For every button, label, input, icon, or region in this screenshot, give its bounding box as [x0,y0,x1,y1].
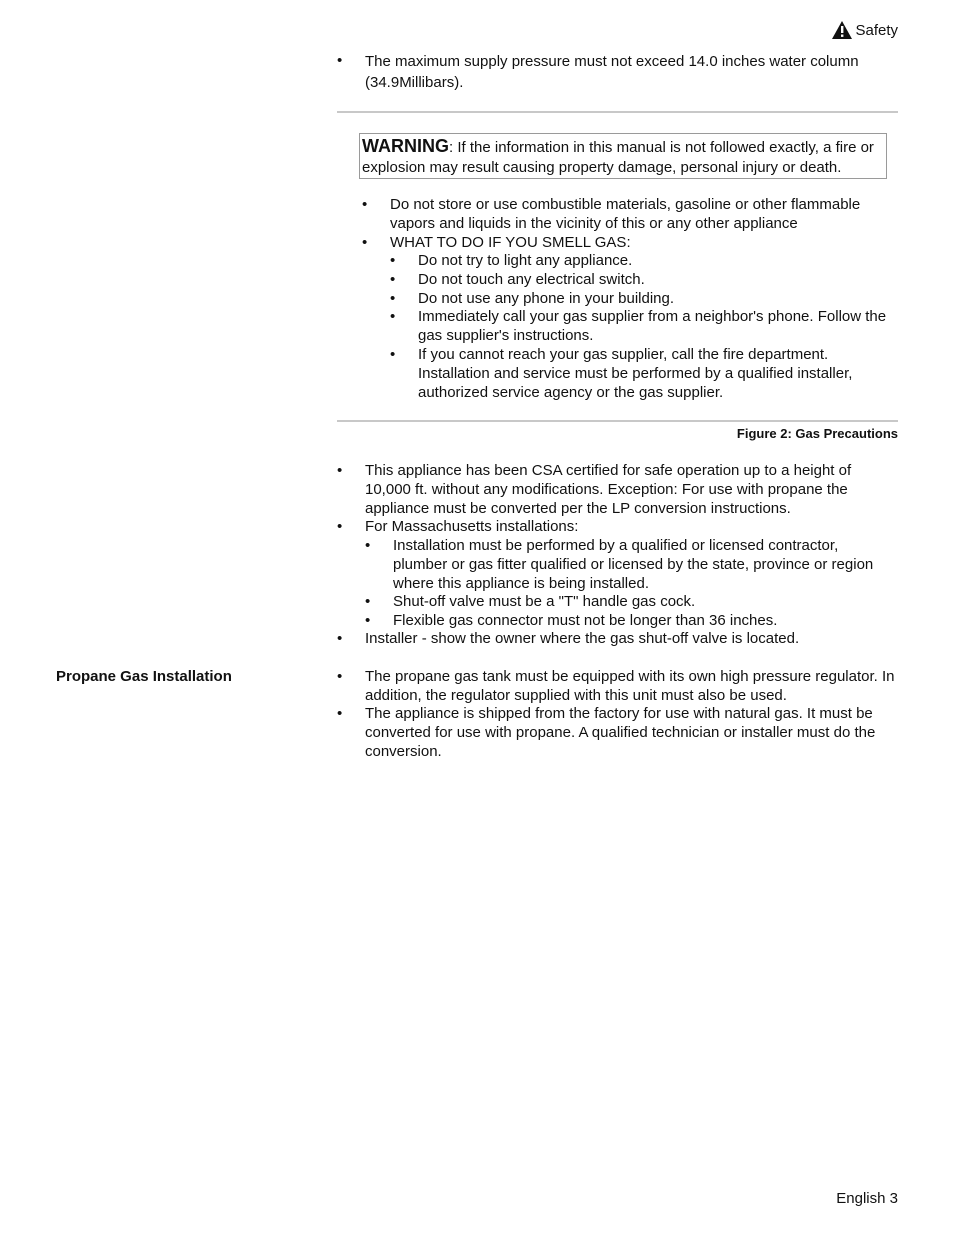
sub-list-item: • If you cannot reach your gas supplier, call the fire department. Installation and service must be performed by a qualified installer, authorized service agency or the gas supplier. [390,345,892,402]
divider-top [337,111,898,113]
list-item-text: For Massachusetts installations: [365,518,579,535]
list-item-text: The maximum supply pressure must not exceed 14.0 inches water column (34.9Millibars). [365,53,859,91]
list-item: • The propane gas tank must be equipped with its own high pressure regulator. In addition, the regulator supplied with this unit must also be used. [337,667,898,705]
list-item-text: Do not store or use combustible materials, gasoline or other flammable vapors and liquids in the vicinity of this or any other appliance [390,196,861,232]
list-item-text: WHAT TO DO IF YOU SMELL GAS: [390,234,631,251]
sub-list-item: • Flexible gas connector must not be longer than 36 inches. [365,611,895,630]
sub-list-item-text: If you cannot reach your gas supplier, call the fire department. Installation and service must be performed by a qualified installer, authorized service agency or the gas supplier. [418,346,853,401]
list-item-text: Installer - show the owner where the gas shut-off valve is located. [365,630,800,647]
divider-bottom [337,420,898,422]
sub-list-item-text: Shut-off valve must be a "T" handle gas cock. [393,593,696,610]
sub-list-item-text: Do not touch any electrical switch. [418,271,645,288]
page-header [831,20,898,40]
list-item: • Do not store or use combustible materials, gasoline or other flammable vapors and liquids in the vicinity of this or any other appliance [362,195,892,233]
list-item: • This appliance has been CSA certified for safe operation up to a height of 10,000 ft. without any modifications. Exception: For use with propane the appliance must be converted per the LP conversion instructions. [337,461,898,518]
list-item-text: The propane gas tank must be equipped with its own high pressure regulator. In addition, the regulator supplied with this unit must also be used. [365,668,895,704]
list-item: • WHAT TO DO IF YOU SMELL GAS: [362,233,892,252]
section-heading-propane: Propane Gas Installation [56,668,232,685]
list-item: • The appliance is shipped from the factory for use with natural gas. It must be converted for use with propane. A qualified technician or installer must do the conversion. [337,704,898,761]
page-number: English 3 [836,1190,898,1207]
sub-list-item-text: Flexible gas connector must not be longer than 36 inches. [393,612,778,629]
sub-list-item: • Do not use any phone in your building. [390,289,892,308]
warning-triangle-icon [831,20,853,40]
sub-list-item: • Do not touch any electrical switch. [390,270,892,289]
list-item: • For Massachusetts installations: [337,517,898,536]
warning-text: : If the information in this manual is not followed exactly, a fire or explosion may result causing property damage, personal injury or death. [362,139,874,176]
warning-box [359,133,887,179]
sub-list-item: • Immediately call your gas supplier from a neighbor's phone. Follow the gas supplier's instructions. [390,307,892,345]
list-item-text: This appliance has been CSA certified for safe operation up to a height of 10,000 ft. without any modifications. Exception: For use with propane the appliance must be converted per the LP conversion instructions. [365,462,852,517]
figure-caption: Figure 2: Gas Precautions [736,426,898,441]
sub-list-item-text: Installation must be performed by a qualified or licensed contractor, plumber or gas fitter qualified or licensed by the state, province or region where this appliance is being installed. [393,537,874,592]
list-item-text: The appliance is shipped from the factory for use with natural gas. It must be converted for use with propane. A qualified technician or installer must do the conversion. [365,705,876,760]
sub-list-item-text: Do not use any phone in your building. [418,290,675,307]
sub-list-item: • Installation must be performed by a qualified or licensed contractor, plumber or gas fitter qualified or licensed by the state, province or region where this appliance is being installed. [365,536,895,593]
header-section-label: Safety [855,21,898,39]
sub-list-item-text: Do not try to light any appliance. [418,252,633,269]
sub-list-item: • Do not try to light any appliance. [390,251,892,270]
sub-list-item: • Shut-off valve must be a "T" handle gas cock. [365,592,895,611]
warning-label: WARNING [362,136,449,156]
list-item: • Installer - show the owner where the gas shut-off valve is located. [337,629,898,648]
list-item: • The maximum supply pressure must not exceed 14.0 inches water column (34.9Millibars). [337,51,898,93]
sub-list-item-text: Immediately call your gas supplier from a neighbor's phone. Follow the gas supplier's instructions. [418,308,887,344]
